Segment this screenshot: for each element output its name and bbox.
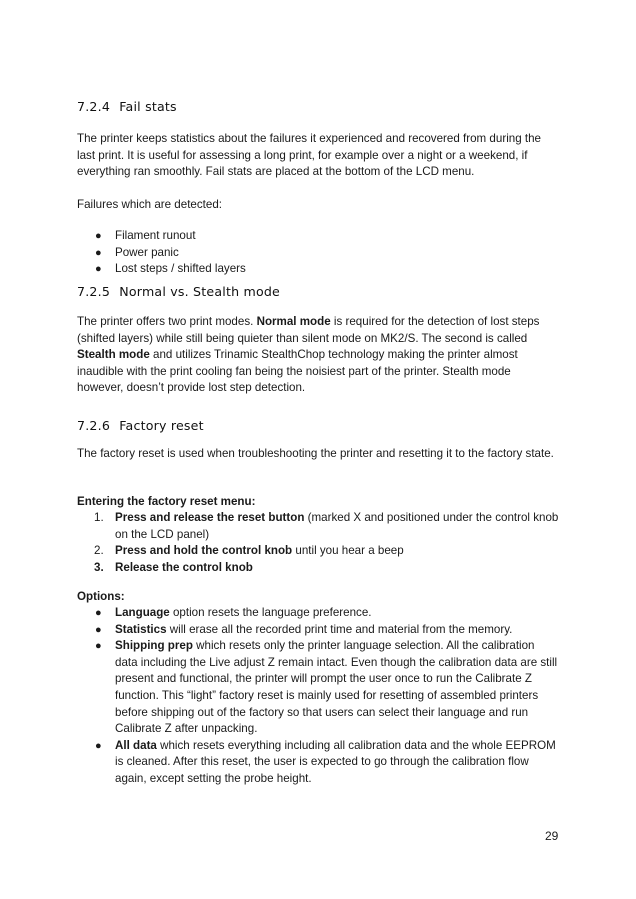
option-description: which resets only the printer language selection. All the calibration data including the Live adjust Z remain intact. Even though the calibration data are still present and functional, the printer will prompt the user once to run the Calibrate Z function. This “light” factory reset is mainly used for resetting of assembled printers before shipping out of the factory so that users can select their language and run Calibrate Z after unpacking. xyxy=(115,639,558,736)
list-item xyxy=(77,261,559,278)
option-name: Statistics xyxy=(115,622,167,636)
bullet-icon: ● xyxy=(95,623,102,636)
bullet-icon: ● xyxy=(95,246,102,259)
list-item-text: Lost steps / shifted layers xyxy=(115,262,246,276)
failures-intro: Failures which are detected: xyxy=(77,198,222,211)
failures-list xyxy=(77,228,559,278)
list-item-text: Filament runout xyxy=(115,229,196,242)
modes-paragraph xyxy=(77,314,559,397)
stealth-mode-term: Stealth mode xyxy=(77,348,150,362)
step-action: Press and release the reset button xyxy=(115,511,305,524)
heading-factory-reset xyxy=(77,418,204,435)
list-item xyxy=(77,560,559,577)
factory-reset-paragraph: The factory reset is used when troubleshooting the printer and resetting it to the factory state. xyxy=(77,447,554,460)
list-item xyxy=(77,638,559,738)
page-number: 29 xyxy=(545,829,559,843)
text-run: The printer offers two print modes. xyxy=(77,315,257,328)
section-number: 7.2.4 xyxy=(77,99,111,114)
bullet-icon: ● xyxy=(95,263,102,276)
reset-steps-list xyxy=(77,510,559,576)
list-item-text: Power panic xyxy=(115,245,179,259)
step-number: 1. xyxy=(94,511,104,524)
bullet-icon: ● xyxy=(95,230,102,242)
list-item xyxy=(77,228,559,245)
step-number: 3. xyxy=(94,560,104,574)
option-name: All data xyxy=(115,738,157,752)
options-title: Options: xyxy=(77,590,125,603)
section-title: Normal vs. Stealth mode xyxy=(119,284,280,299)
entering-menu-title: Entering the factory reset menu: xyxy=(77,495,256,508)
step-action: Release the control knob xyxy=(115,560,253,574)
option-description: will erase all the recorded print time and material from the memory. xyxy=(166,622,513,636)
heading-fail-stats xyxy=(77,99,177,116)
step-number: 2. xyxy=(94,544,104,558)
step-detail: (marked X and positioned under the control knob on the LCD panel) xyxy=(115,511,559,541)
heading-normal-stealth xyxy=(77,284,280,301)
step-action: Press and hold the control knob xyxy=(115,544,293,558)
step-detail: until you hear a beep xyxy=(292,544,404,558)
section-title: Factory reset xyxy=(119,418,204,433)
bullet-icon: ● xyxy=(95,640,102,653)
options-list xyxy=(77,605,559,788)
text-run: and utilizes Trinamic StealthChop technology making the printer almost inaudible with the print cooling fan being the noisiest part of the printer. Stealth mode however, doesn’t provide lost step detection. xyxy=(77,348,518,395)
list-item xyxy=(77,738,559,788)
option-name: Shipping prep xyxy=(115,639,193,653)
section-number: 7.2.5 xyxy=(77,284,111,299)
list-item xyxy=(77,543,559,560)
normal-mode-term: Normal mode xyxy=(256,315,331,328)
option-name: Language xyxy=(115,606,170,619)
option-description: option resets the language preference. xyxy=(169,606,372,619)
section-title: Fail stats xyxy=(119,99,177,114)
option-description: which resets everything including all calibration data and the whole EEPROM is cleaned. After this reset, the user is expected to go through the calibration flow again, except setting the probe height. xyxy=(115,738,556,785)
list-item xyxy=(77,622,559,639)
bullet-icon: ● xyxy=(95,739,102,752)
section-number: 7.2.6 xyxy=(77,418,111,433)
list-item xyxy=(77,245,559,262)
text-run: is required for the detection of lost steps (shifted layers) while still being quieter than silent mode on MK2/S. The second is called xyxy=(77,315,540,345)
list-item xyxy=(77,510,559,543)
bullet-icon: ● xyxy=(95,607,102,619)
list-item xyxy=(77,605,559,622)
fail-stats-paragraph: The printer keeps statistics about the failures it experienced and recovered from during the last print. It is useful for assessing a long print, for example over a night or a weekend, if everything ran smoothly. Fail stats are placed at the bottom of the LCD menu. xyxy=(77,132,541,179)
